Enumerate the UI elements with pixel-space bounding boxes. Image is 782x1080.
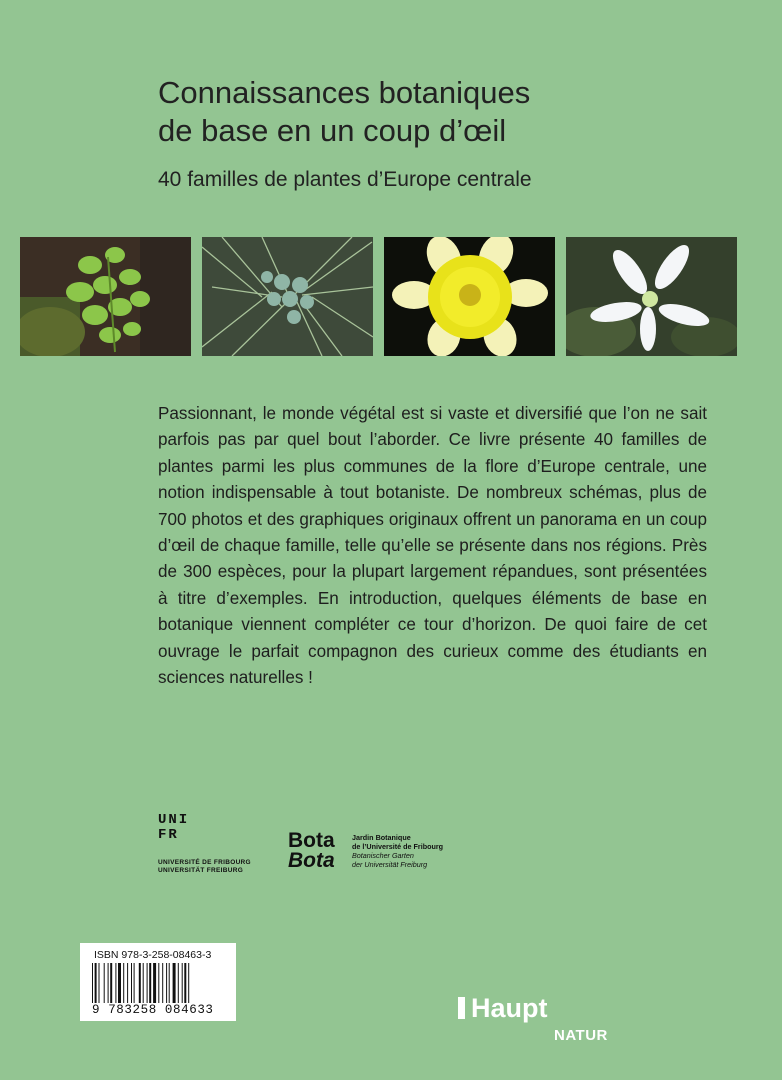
unifr-mark-line-1: UNI	[158, 812, 190, 828]
title-line-1: Connaissances botaniques	[158, 75, 531, 110]
barcode-bar	[92, 963, 93, 1003]
fern-leaf-image	[20, 237, 191, 356]
barcode-bar	[158, 963, 159, 1003]
barcode-bar	[104, 963, 105, 1003]
publisher-bar-icon	[458, 997, 465, 1019]
photo-white-flower	[566, 237, 737, 356]
barcode-bars	[92, 963, 224, 1003]
bota-mark-italic: Bota	[288, 849, 335, 872]
publisher-name-row	[458, 994, 548, 1022]
barcode-bar	[115, 963, 116, 1003]
barcode-bar	[127, 963, 128, 1003]
barcode-bar	[99, 963, 100, 1003]
barcode-bar	[149, 963, 151, 1003]
barcode-bar	[110, 963, 112, 1003]
barcode-bar	[182, 963, 183, 1003]
title-line-2: de base en un coup d’œil	[158, 113, 507, 148]
publisher-imprint: NATUR	[554, 1027, 608, 1044]
publisher-logo	[458, 993, 608, 1044]
publisher-name: Haupt	[471, 993, 548, 1023]
white-flower-image	[566, 237, 737, 356]
bota-mark-upright: Bota	[288, 829, 335, 852]
bota-fr-line-1: Jardin Botanique	[352, 833, 411, 842]
barcode-bar	[153, 963, 156, 1003]
unifr-name-de: UNIVERSITÄT FREIBURG	[158, 867, 244, 874]
book-description: Passionnant, le monde végétal est si vaste et diversifié que l’on ne sait parfois pas par quel bout l’aborder. Ce livre présente 40 familles de plantes parmi les plus communes de la flore d’Europe centrale, une notion indispensable à tout botaniste. De nombreux schémas, plus de 700 photos et des graphiques originaux offrent un panorama en un coup d’œil de chaque famille, telle qu’elle se présente dans nos régions. Près de 300 espèces, pour la plupart largement répandues, sont présentées à titre d’exemples. En introduction, quelques éléments de base en botanique viennent compléter ce tour d’horizon. De quoi faire de cet ouvrage le parfait compagnon des curieux comme des étudiants en sciences naturelles !	[158, 404, 707, 688]
barcode-bar	[95, 963, 97, 1003]
bota-de-line-1: Botanischer Garten	[352, 851, 414, 860]
barcode-bar	[162, 963, 163, 1003]
barcode-digits: 9 783258 084633	[92, 1003, 214, 1017]
barcode-bar	[147, 963, 148, 1003]
unifr-mark-line-2: FR	[158, 827, 179, 843]
barcode-bar	[166, 963, 167, 1003]
bota-description	[352, 833, 492, 869]
barcode-bar	[143, 963, 144, 1003]
daffodil-image	[384, 237, 555, 356]
isbn-barcode	[80, 943, 236, 1021]
juniper-berries-image	[202, 237, 373, 356]
barcode-bar	[123, 963, 124, 1003]
barcode-bar	[131, 963, 132, 1003]
barcode-bar	[134, 963, 135, 1003]
barcode-bar	[173, 963, 176, 1003]
photo-fern	[20, 237, 191, 356]
book-title	[158, 74, 530, 150]
barcode-bar	[178, 963, 179, 1003]
photo-juniper	[202, 237, 373, 356]
photo-daffodil	[384, 237, 555, 356]
barcode-bar	[184, 963, 186, 1003]
barcode-bar	[108, 963, 109, 1003]
botanic-garden-logo	[288, 829, 444, 872]
barcode-bar	[169, 963, 170, 1003]
barcode-bar	[188, 963, 189, 1003]
unifr-logo	[158, 813, 278, 875]
barcode-bar	[139, 963, 141, 1003]
bota-de-line-2: der Universität Freiburg	[352, 860, 428, 869]
barcode-bar	[118, 963, 121, 1003]
bota-fr-line-2: de l’Université de Fribourg	[352, 842, 444, 851]
book-subtitle: 40 familles de plantes d’Europe centrale	[158, 168, 532, 191]
isbn-text: ISBN 978-3-258-08463-3	[94, 949, 212, 961]
unifr-name-fr: UNIVERSITÉ DE FRIBOURG	[158, 859, 251, 866]
